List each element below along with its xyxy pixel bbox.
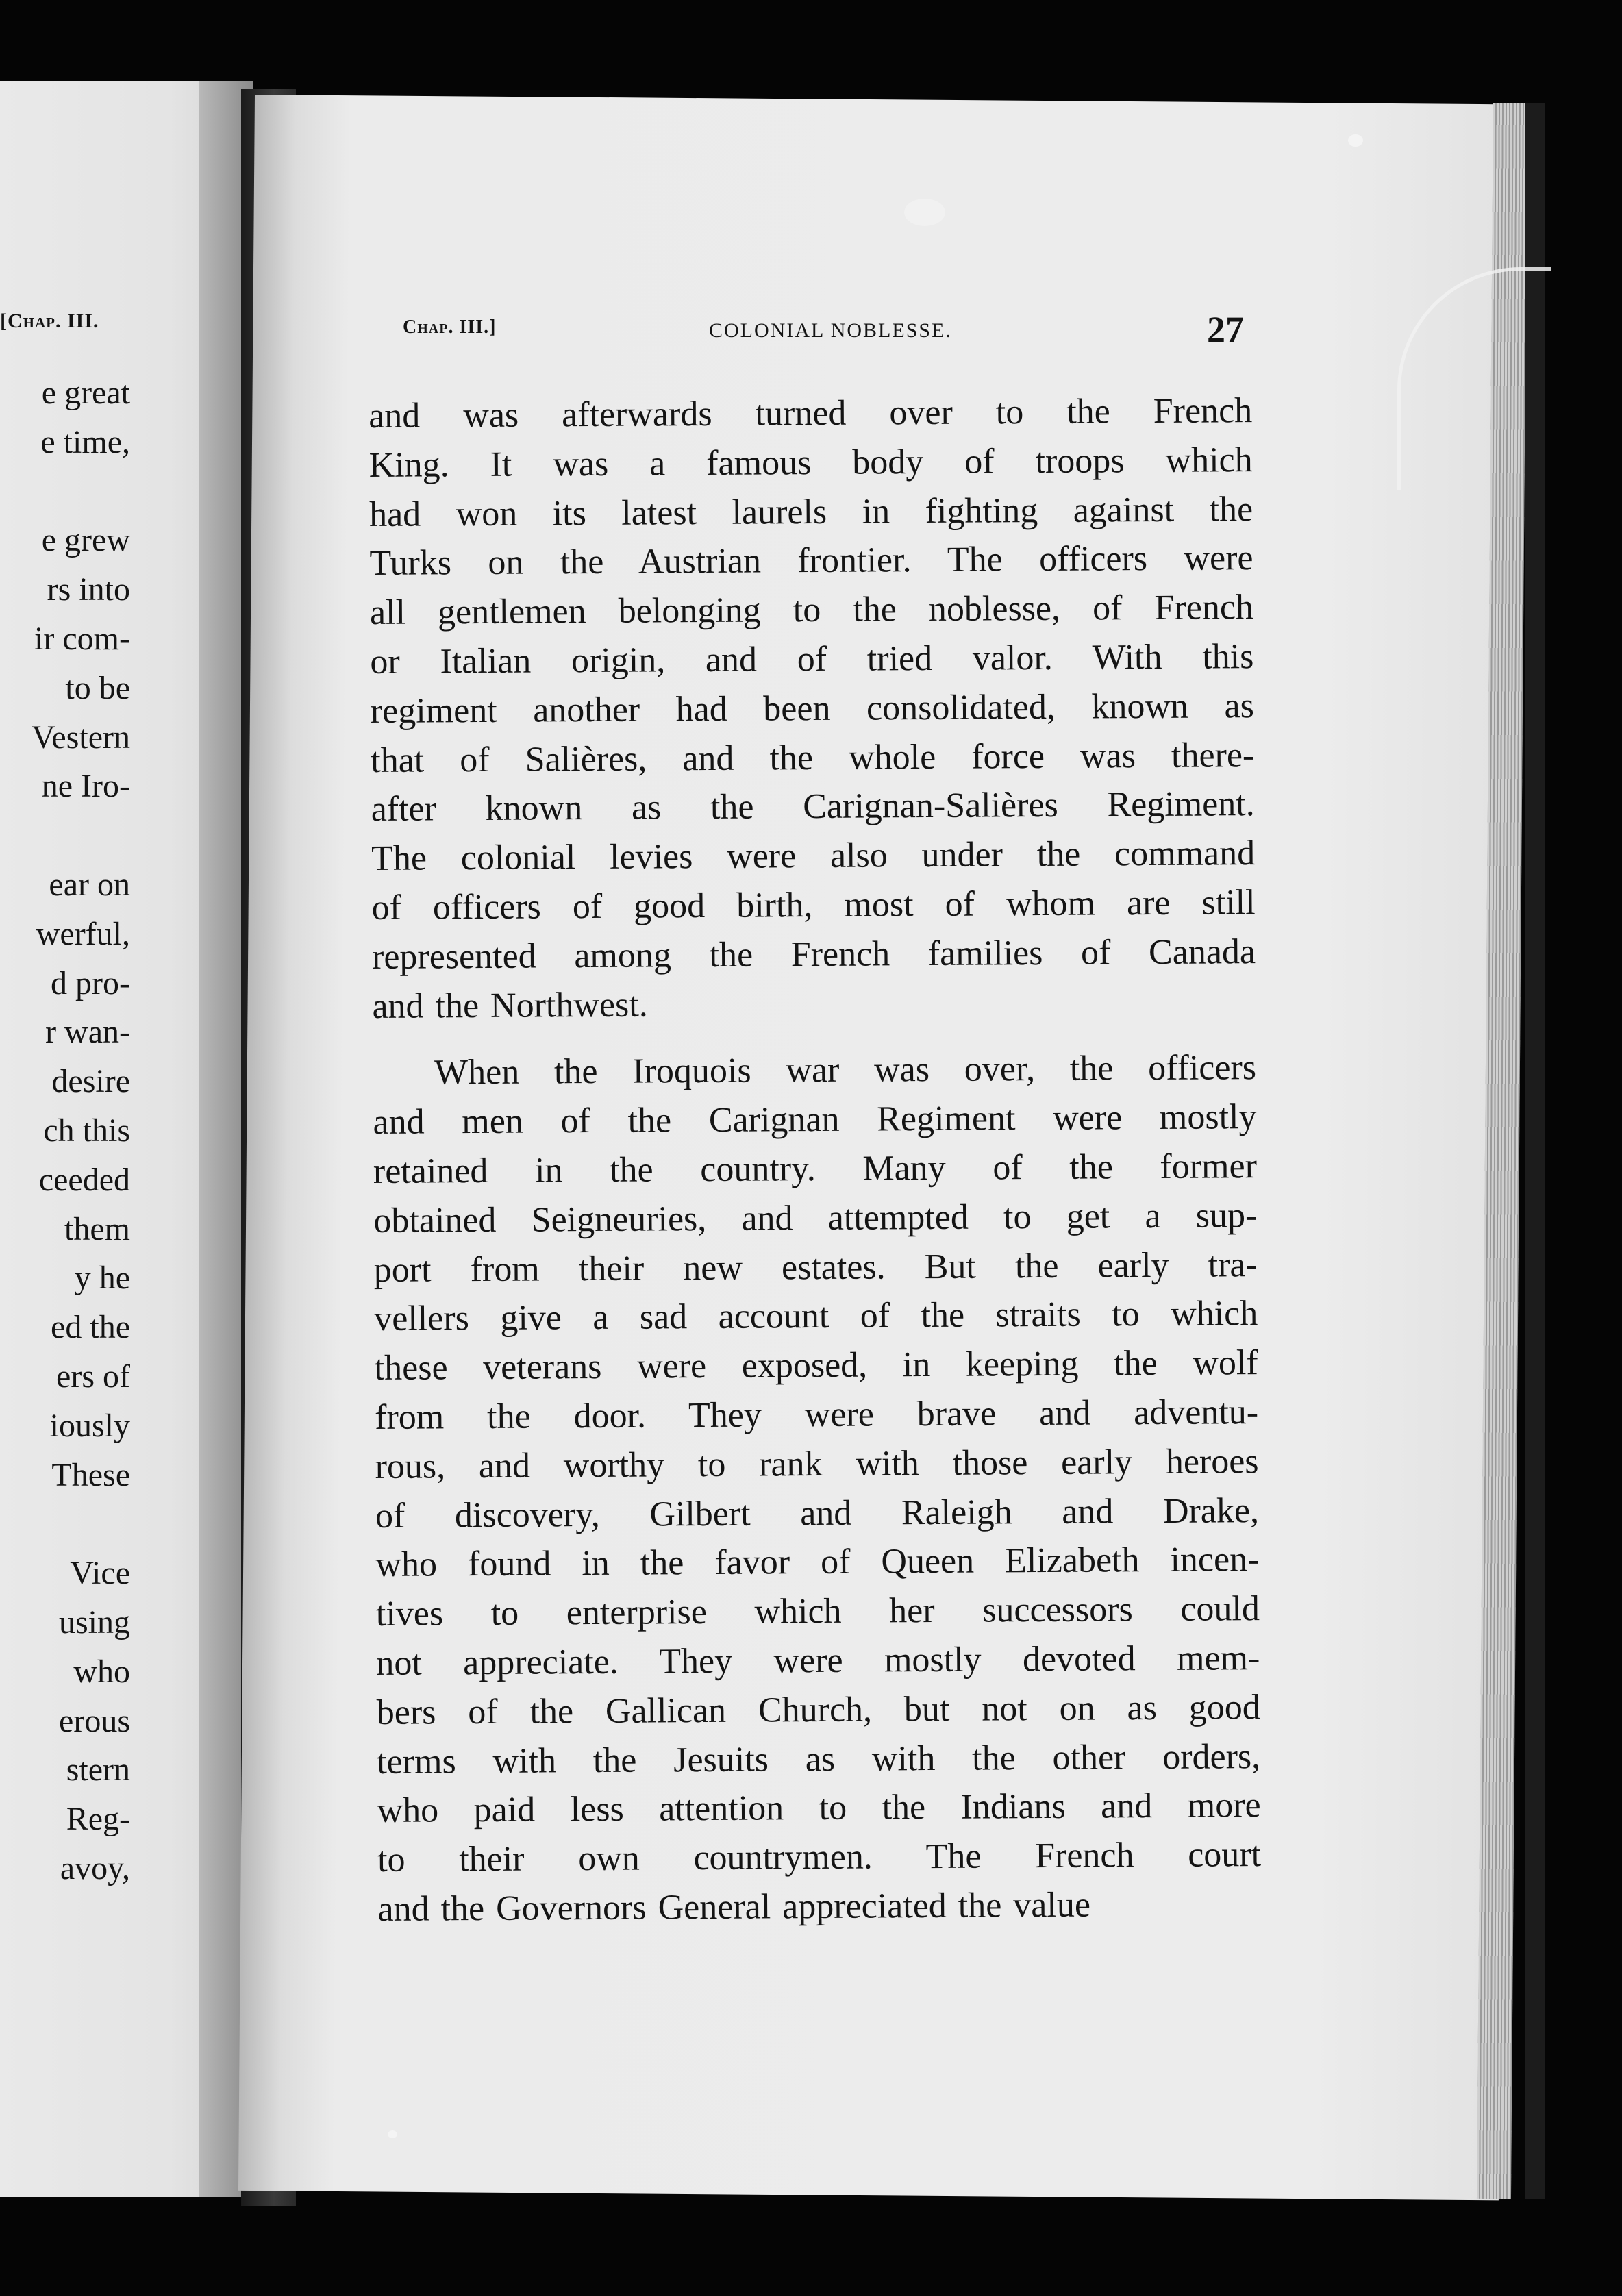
text-line: port from their new estates. But the early tra- — [373, 1245, 1258, 1290]
left-page-line: ch this — [43, 1112, 130, 1149]
text-line: and the Northwest. — [372, 985, 648, 1026]
text-line: tives to enterprise which her successors could — [375, 1589, 1260, 1634]
text-line: bers of the Gallican Church, but not on as good — [376, 1687, 1260, 1732]
left-page-line: who — [73, 1653, 130, 1690]
left-page-line: y he — [74, 1260, 130, 1297]
text-line: who found in the favor of Queen Elizabeth incen- — [375, 1540, 1260, 1585]
text-line: rous, and worthy to rank with those early heroes — [375, 1441, 1259, 1486]
text-line: from the door. They were brave and adventu- — [374, 1393, 1259, 1437]
dust-speck — [388, 2130, 397, 2138]
text-line: or Italian origin, and of tried valor. With this — [370, 637, 1254, 682]
text-line: represented among the French families of Canada — [371, 932, 1256, 977]
left-page-line: stern — [66, 1751, 130, 1788]
text-line: Turks on the Austrian frontier. The officers were — [369, 538, 1253, 584]
text-line: not appreciate. They were mostly devoted mem- — [376, 1638, 1260, 1683]
text-line: of officers of good birth, most of whom are still — [371, 883, 1256, 927]
running-head-chapter: Chap. III.] — [403, 316, 497, 338]
text-line: When the Iroquois war was over, the officers — [434, 1048, 1257, 1093]
text-line: and men of the Carignan Regiment were mostly — [373, 1097, 1257, 1143]
dust-speck — [1348, 134, 1363, 147]
left-page-line: Reg- — [66, 1801, 130, 1838]
body-text — [369, 386, 1262, 1934]
text-line: that of Salières, and the whole force was there- — [371, 735, 1255, 780]
left-page-line: desire — [51, 1063, 130, 1100]
left-page-line: Vice — [70, 1555, 130, 1592]
text-line: and was afterwards turned over to the French — [369, 391, 1253, 436]
left-page-line: Vestern — [32, 719, 130, 756]
text-line: had won its latest laurels in fighting against the — [369, 489, 1253, 534]
left-page-line: ed the — [51, 1309, 130, 1346]
left-page-line: ne Iro- — [41, 768, 130, 805]
text-line: vellers give a sad account of the straits to which — [374, 1294, 1258, 1339]
left-page-line: werful, — [36, 915, 130, 952]
text-line: of discovery, Gilbert and Raleigh and Drake, — [375, 1490, 1260, 1536]
text-line: terms with the Jesuits as with the other orders, — [377, 1736, 1261, 1782]
text-line: obtained Seigneuries, and attempted to get a sup- — [373, 1195, 1258, 1240]
left-page-line: ir com- — [34, 621, 130, 657]
left-page-line: erous — [59, 1702, 130, 1739]
left-page-line: e grew — [41, 522, 130, 559]
running-head-title: COLONIAL NOBLESSE. — [709, 319, 952, 342]
left-page-line: d pro- — [51, 964, 130, 1001]
left-page-line: ers of — [56, 1358, 130, 1395]
text-line: all gentlemen belonging to the noblesse, of French — [369, 588, 1254, 633]
text-line: King. It was a famous body of troops which — [369, 440, 1253, 485]
running-header — [0, 309, 1622, 358]
left-page-line: them — [64, 1210, 130, 1247]
left-page-line: iously — [49, 1407, 130, 1444]
left-page-line: r wan- — [45, 1014, 130, 1051]
text-line: to their own countrymen. The French court — [377, 1835, 1262, 1880]
left-running-head: [Chap. III. — [0, 310, 99, 332]
text-line: these veterans were exposed, in keeping the wolf — [374, 1343, 1258, 1388]
text-line: The colonial levies were also under the command — [371, 834, 1256, 879]
text-line: regiment another had been consolidated, known as — [370, 686, 1254, 731]
text-line: and the Governors General appreciated the value — [377, 1885, 1091, 1929]
left-page-line: using — [58, 1604, 130, 1640]
left-page-line: ear on — [49, 866, 130, 903]
left-page-line: e great — [41, 375, 130, 411]
left-page-line: rs into — [47, 571, 130, 608]
left-page-line: avoy, — [60, 1850, 130, 1886]
left-page-line: These — [51, 1456, 130, 1493]
dust-speck — [904, 199, 945, 226]
left-page-line: ceeded — [38, 1161, 130, 1198]
page-number: 27 — [1207, 309, 1244, 350]
text-line: after known as the Carignan-Salières Regiment. — [371, 784, 1255, 829]
left-page-line: to be — [65, 669, 130, 706]
left-page-line: e time, — [40, 423, 130, 460]
text-line: who paid less attention to the Indians and more — [377, 1786, 1261, 1831]
text-line: retained in the country. Many of the former — [373, 1147, 1258, 1191]
